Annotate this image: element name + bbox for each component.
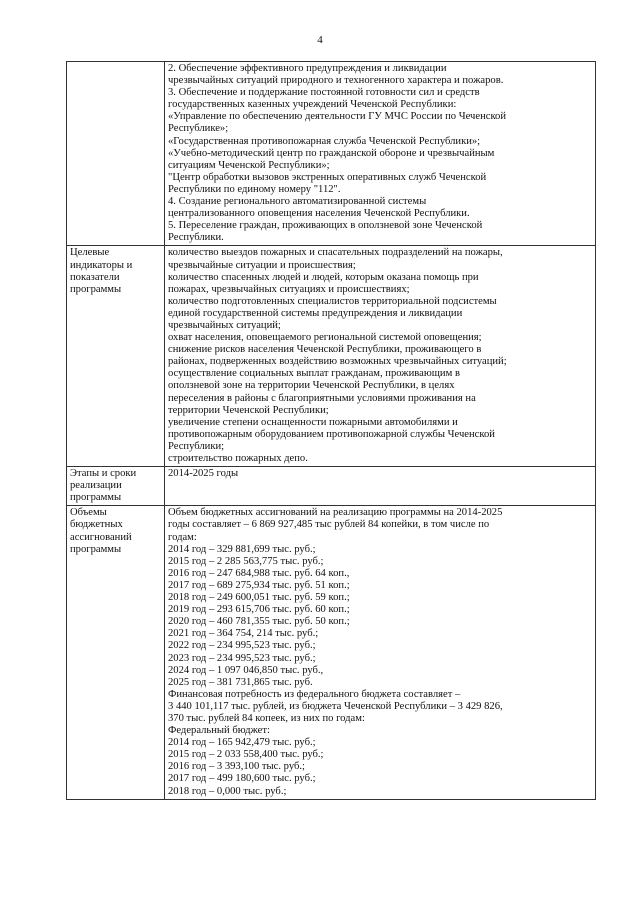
content-line: "Центр обработки вызовов экстренных оперативных служб Чеченской — [168, 171, 487, 183]
content-line: пожарах, чрезвычайных ситуациях и происшествиях; — [168, 283, 410, 295]
content-line: строительство пожарных депо. — [168, 453, 308, 464]
content-line: 3 440 101,117 тыс. рублей, из бюджета Чеченской Республики – 3 429 826, — [168, 700, 503, 712]
row-label-line: реализации — [70, 480, 122, 492]
program-passport-table — [66, 61, 596, 800]
row-label-line: Целевые — [70, 247, 110, 259]
table-row — [67, 467, 596, 506]
content-line: 2. Обеспечение эффективного предупреждения и ликвидации — [168, 63, 447, 74]
row-content-cell — [165, 506, 596, 799]
content-line: Финансовая потребность из федерального бюджета составляет – — [168, 688, 461, 700]
content-line: количество подготовленных специалистов территориальной подсистемы — [168, 295, 497, 307]
content-line: 2023 год – 234 995,523 тыс. руб.; — [168, 652, 316, 664]
content-line: 2015 год – 2 033 558,400 тыс. руб.; — [168, 749, 324, 761]
content-line: 2014-2025 годы — [168, 468, 239, 480]
content-line: годам: — [168, 531, 197, 543]
content-line: охват населения, оповещаемого региональной системой оповещения; — [168, 332, 482, 344]
content-line: «Учебно-методический центр по гражданской обороне и чрезвычайным — [168, 147, 495, 159]
row-label-line: Объемы — [70, 507, 107, 519]
content-line: 2016 год – 3 393,100 тыс. руб.; — [168, 761, 305, 773]
row-label-line: программы — [70, 543, 122, 555]
content-line: Республики по единому номеру "112". — [168, 183, 341, 195]
content-line: чрезвычайные ситуации и происшествия; — [168, 259, 356, 271]
content-line: 3. Обеспечение и поддержание постоянной готовности сил и средств — [168, 87, 480, 99]
content-line: единой государственной системы предупреждения и ликвидации — [168, 307, 463, 319]
content-line: чрезвычайных ситуаций природного и техногенного характера и пожаров. — [168, 75, 504, 87]
content-line: 4. Создание регионального автоматизированной системы — [168, 196, 427, 208]
row-label-line: бюджетных — [70, 519, 123, 531]
content-line: противопожарным оборудованием противопожарной службы Чеченской — [168, 428, 495, 440]
content-line: 2014 год – 329 881,699 тыс. руб.; — [168, 543, 316, 555]
row-content-cell — [165, 467, 596, 506]
content-line: 2018 год – 0,000 тыс. руб.; — [168, 785, 287, 797]
content-line: количество спасенных людей и людей, которым оказана помощь при — [168, 271, 479, 283]
content-line: количество выездов пожарных и спасательных подразделений на пожары, — [168, 247, 503, 259]
content-line: снижение рисков населения Чеченской Республики, проживающего в — [168, 344, 482, 356]
content-line: 2014 год – 165 942,479 тыс. руб.; — [168, 737, 316, 749]
content-line: увеличение степени оснащенности пожарными автомобилями и — [168, 416, 458, 428]
page-number: 4 — [317, 34, 323, 46]
content-line: 370 тыс. рублей 84 копеек, из них по годам: — [168, 712, 365, 724]
content-line: годы составляет – 6 869 927,485 тыс рублей 84 копейки, в том числе по — [168, 519, 490, 531]
content-line: Республике»; — [168, 123, 229, 135]
content-line: 5. Переселение граждан, проживающих в оползневой зоне Чеченской — [168, 220, 483, 232]
content-line: Федеральный бюджет: — [168, 725, 270, 737]
content-line: государственных казенных учреждений Чеченской Республики: — [168, 99, 457, 111]
content-line: Объем бюджетных ассигнований на реализацию программы на 2014-2025 — [168, 507, 503, 519]
content-line: районах, подверженных воздействию возможных чрезвычайных ситуаций; — [168, 356, 507, 368]
content-line: 2021 год – 364 754, 214 тыс. руб.; — [168, 628, 319, 640]
content-line — [168, 480, 592, 492]
content-line: 2017 год – 499 180,600 тыс. руб.; — [168, 773, 316, 785]
table-row — [67, 506, 596, 799]
row-label-cell — [67, 506, 165, 799]
row-label-cell — [67, 246, 165, 467]
content-line — [168, 492, 592, 504]
content-line: «Государственная противопожарная служба Чеченской Республики»; — [168, 135, 481, 147]
content-line: ситуациям Чеченской Республики»; — [168, 159, 330, 171]
row-label-line: программы — [70, 492, 122, 504]
row-label-line: программы — [70, 283, 122, 295]
content-line: централизованного оповещения населения Чеченской Республики. — [168, 208, 470, 220]
content-line: территории Чеченской Республики; — [168, 404, 329, 416]
row-label-cell — [67, 467, 165, 506]
row-content-cell — [165, 246, 596, 467]
content-line: оползневой зоне на территории Чеченской Республики, в целях — [168, 380, 455, 392]
row-label-line: показатели — [70, 271, 120, 283]
row-label-line: ассигнований — [70, 531, 132, 543]
row-label-line: Этапы и сроки — [70, 468, 137, 480]
content-line: 2016 год – 247 684,988 тыс. руб. 64 коп., — [168, 567, 350, 579]
table-row — [67, 62, 596, 246]
content-line: 2024 год – 1 097 046,850 тыс. руб., — [168, 664, 324, 676]
content-line: Республики; — [168, 440, 225, 452]
content-line: 2022 год – 234 995,523 тыс. руб.; — [168, 640, 316, 652]
row-label-cell — [67, 62, 165, 246]
content-line: 2018 год – 249 600,051 тыс. руб. 59 коп.; — [168, 592, 350, 604]
content-line: 2025 год – 381 731,865 тыс. руб. — [168, 676, 313, 688]
content-line: 2019 год – 293 615,706 тыс. руб. 60 коп.; — [168, 604, 350, 616]
content-line: чрезвычайных ситуаций; — [168, 319, 281, 331]
table-body — [67, 62, 596, 800]
content-line: переселения в районы с благоприятными условиями проживания на — [168, 392, 476, 404]
row-content-cell — [165, 62, 596, 246]
content-line: 2020 год – 460 781,355 тыс. руб. 50 коп.; — [168, 616, 350, 628]
content-line: осуществление социальных выплат гражданам, проживающим в — [168, 368, 460, 380]
content-line: 2017 год – 689 275,934 тыс. руб. 51 коп.; — [168, 579, 350, 591]
content-line: Республики. — [168, 232, 224, 244]
content-line: 2015 год – 2 285 563,775 тыс. руб.; — [168, 555, 324, 567]
content-line: «Управление по обеспечению деятельности ГУ МЧС России по Чеченской — [168, 111, 507, 123]
row-label-line: индикаторы и — [70, 259, 133, 271]
table-row — [67, 246, 596, 467]
